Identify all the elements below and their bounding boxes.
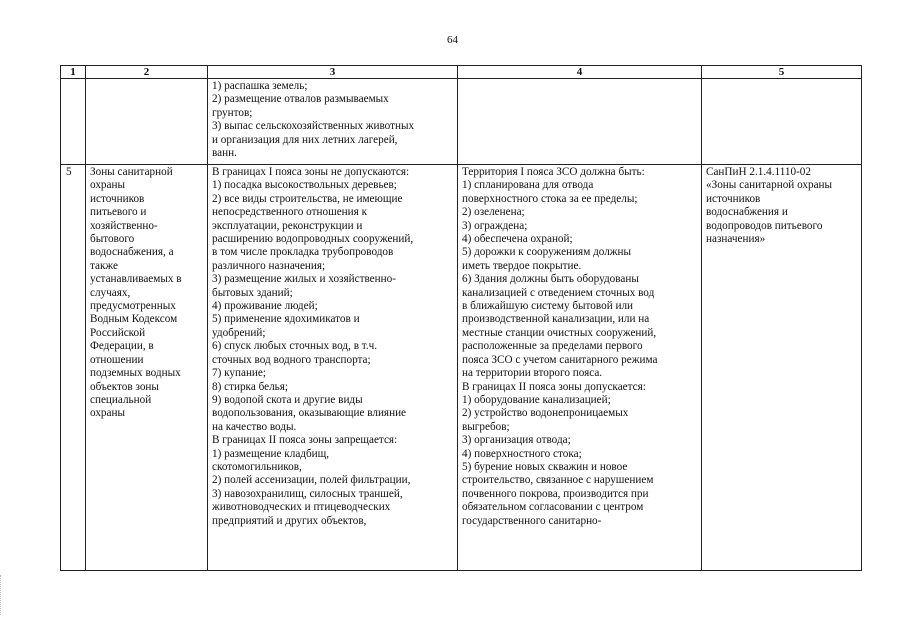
- cell-text-line: 2) озеленена;: [462, 206, 525, 219]
- cell-text-line: государственного санитарно-: [462, 514, 602, 527]
- cell-text-line: 4) поверхностного стока;: [462, 447, 582, 460]
- cell-text-line: поверхностного стока за ее пределы;: [462, 192, 638, 205]
- cell-text-line: 2) все виды строительства, не имеющие: [212, 192, 403, 205]
- header-cell-4: 4: [458, 66, 702, 79]
- cell-text-line: сточных вод водного транспорта;: [212, 353, 371, 366]
- cell-text-line: В границах II пояса зоны запрещается:: [212, 434, 398, 447]
- cell-text-line: 6) Здания должны быть оборудованы: [462, 273, 639, 286]
- cell-text-line: назначения»: [706, 233, 766, 246]
- cell-text-line: В границах II пояса зоны допускается:: [462, 380, 646, 393]
- cell-text-line: предусмотренных: [90, 300, 176, 313]
- cell-text-line: эксплуатации, реконструкции и: [212, 219, 363, 232]
- cell-text-line: в том числе прокладка трубопроводов: [212, 246, 394, 259]
- cell-text-line: Водным Кодексом: [90, 313, 178, 326]
- requirements-cell: [458, 165, 702, 571]
- cell-text-line: 2) устройство водонепроницаемых: [462, 407, 629, 420]
- cell-text-line: 1) размещение кладбищ,: [212, 447, 330, 460]
- cell-text-line: 1) распашка земель;: [212, 80, 308, 92]
- cell-text-line: расширению водопроводных сооружений,: [212, 233, 414, 246]
- header-cell-2: 2: [86, 66, 208, 79]
- cell-text-line: 4) проживание людей;: [212, 300, 318, 313]
- cell-text-line: удобрений;: [212, 326, 266, 339]
- cell-text-line: 1) спланирована для отвода: [462, 179, 594, 192]
- cell-text-line: местные станции очистных сооружений,: [462, 326, 657, 339]
- regulation-reference-cell: [702, 79, 862, 165]
- cell-text-line: на качество воды.: [212, 420, 297, 433]
- cell-text-line: 6) спуск любых сточных вод, в т.ч.: [212, 340, 378, 353]
- cell-text-line: 5) бурение новых скважин и новое: [462, 460, 628, 473]
- regulation-table: [60, 65, 862, 571]
- cell-text-line: питьевого и: [90, 206, 147, 219]
- cell-text-line: Территория I пояса ЗСО должна быть:: [462, 166, 645, 178]
- table-header-row: [61, 66, 862, 79]
- cell-text-line: Федерации, в: [90, 340, 154, 353]
- cell-text-line: источников: [90, 192, 145, 205]
- cell-text-line: 5) применение ядохимикатов и: [212, 313, 360, 326]
- cell-text-line: в ближайшую систему бытовой или: [462, 300, 634, 313]
- cell-text-line: 2) полей ассенизации, полей фильтрации,: [212, 474, 411, 487]
- page-number: 64: [447, 34, 458, 46]
- cell-text-line: скотомогильников,: [212, 460, 302, 473]
- cell-text-line: на территории второго пояса.: [462, 367, 603, 380]
- row-number-cell: [61, 79, 86, 165]
- cell-text-line: 1) посадка высокоствольных деревьев;: [212, 179, 397, 192]
- cell-text-line: бытовых зданий;: [212, 286, 293, 299]
- cell-text-line: охраны: [90, 407, 125, 420]
- zone-name-cell: [86, 165, 208, 571]
- cell-text-line: случаях,: [90, 286, 131, 299]
- cell-text-line: водопользования, оказывающие влияние: [212, 407, 407, 420]
- cell-text-line: 5) дорожки к сооружениям должны: [462, 246, 632, 259]
- cell-text-line: 8) стирка белья;: [212, 380, 289, 393]
- table-row-5: [61, 165, 862, 571]
- cell-text-line: подземных водных: [90, 367, 181, 380]
- cell-text-line: 4) обеспечена охраной;: [462, 233, 573, 246]
- cell-text-line: специальной: [90, 393, 152, 406]
- cell-text-line: «Зоны санитарной охраны: [706, 179, 833, 192]
- cell-text-line: выгребов;: [462, 420, 510, 433]
- cell-text-line: отношении: [90, 353, 144, 366]
- row-number-cell: 5: [61, 165, 86, 571]
- zone-name-cell: [86, 79, 208, 165]
- cell-text-line: и организация для них летних лагерей,: [212, 133, 398, 146]
- header-cell-5: 5: [702, 66, 862, 79]
- cell-text-line: производственной канализации, или на: [462, 313, 650, 326]
- cell-text-line: 9) водопой скота и другие виды: [212, 393, 363, 406]
- cell-text-line: источников: [706, 192, 761, 205]
- cell-text-line: охраны: [90, 179, 125, 192]
- requirements-cell: [458, 79, 702, 165]
- prohibitions-cell: [208, 79, 458, 165]
- cell-text-line: различного назначения;: [212, 259, 326, 272]
- table-row-continued: [61, 79, 862, 165]
- cell-text-line: водоснабжения и: [706, 206, 788, 219]
- cell-text-line: В границах I пояса зоны не допускаются:: [212, 166, 410, 178]
- cell-text-line: 3) организация отвода;: [462, 434, 571, 447]
- cell-text-line: также: [90, 259, 118, 272]
- header-cell-1: 1: [61, 66, 86, 79]
- prohibitions-cell: [208, 165, 458, 571]
- cell-text-line: 7) купание;: [212, 367, 266, 380]
- cell-text-line: обязательном согласовании с центром: [462, 501, 644, 514]
- cell-text-line: 3) выпас сельскохозяйственных животных: [212, 120, 415, 133]
- cell-text-line: грунтов;: [212, 106, 253, 119]
- cell-text-line: 3) ограждена;: [462, 219, 528, 232]
- cell-text-line: строительство, связанное с нарушением: [462, 474, 654, 487]
- cell-text-line: Зоны санитарной: [90, 166, 173, 178]
- cell-text-line: ванн.: [212, 147, 237, 160]
- cell-text-line: 2) размещение отвалов размываемых: [212, 93, 389, 106]
- cell-text-line: непосредственного отношения к: [212, 206, 368, 219]
- cell-text-line: почвенного покрова, производится при: [462, 487, 649, 500]
- header-cell-3: 3: [208, 66, 458, 79]
- cell-text-line: водоснабжения, а: [90, 246, 174, 259]
- cell-text-line: животноводческих и птицеводческих: [212, 501, 391, 514]
- cell-text-line: устанавливаемых в: [90, 273, 182, 286]
- cell-text-line: хозяйственно-: [90, 219, 158, 232]
- cell-text-line: объектов зоны: [90, 380, 159, 393]
- cell-text-line: СанПиН 2.1.4.1110-02: [706, 166, 811, 178]
- cell-text-line: 3) размещение жилых и хозяйственно-: [212, 273, 396, 286]
- scan-margin-mark: [0, 575, 7, 615]
- cell-text-line: бытового: [90, 233, 135, 246]
- cell-text-line: пояса ЗСО с учетом санитарного режима: [462, 353, 658, 366]
- regulation-reference-cell: [702, 165, 862, 571]
- cell-text-line: иметь твердое покрытие.: [462, 259, 582, 272]
- cell-text-line: канализацией с отведением сточных вод: [462, 286, 655, 299]
- cell-text-line: водопроводов питьевого: [706, 219, 823, 232]
- cell-text-line: Российской: [90, 326, 146, 339]
- cell-text-line: 1) оборудование канализацией;: [462, 393, 611, 406]
- cell-text-line: предприятий и других объектов,: [212, 514, 367, 527]
- cell-text-line: 3) навозохранилищ, силосных траншей,: [212, 487, 403, 500]
- cell-text-line: расположенные за пределами первого: [462, 340, 643, 353]
